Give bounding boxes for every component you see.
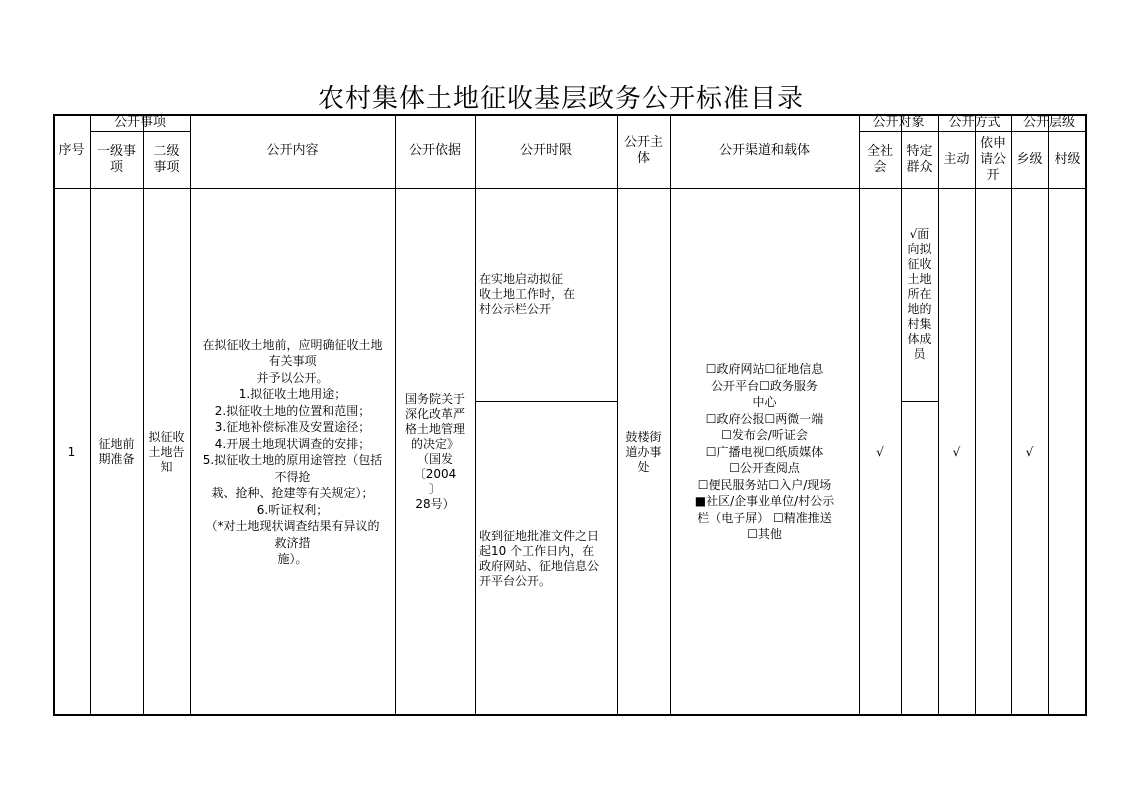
header-channel: 公开渠道和载体 [718,143,810,158]
row-basis: 国务院关于 深化改革严 格土地管理 的决定》 （国发 〔2004 〕 28号） [404,392,465,511]
header-level1: 一级事 项 [96,143,136,175]
row-level1: 征地前 期准备 [98,437,135,466]
row-level2: 拟征收 土地告 知 [148,429,185,474]
header-subject: 公开主 体 [623,135,663,166]
row-subject: 鼓楼街 道办事 处 [625,429,662,474]
row-specific-group: √面 向拟 征收 土地 所在 地的 村集 体成 员 [907,227,932,361]
page-title: 农村集体土地征收基层政务公开标准目录 [317,84,804,114]
header-level2: 二级 事项 [153,143,180,175]
row-channel: ☐政府网站☐征地信息 公开平台☐政务服务 中心 ☐政府公报☐两微一端 ☐发布会/听证会 ☐广播电视☐纸质媒体 ☐公开查阅点 ☐便民服务站☐入户/现场 ■社区/企事业单位/村公示 栏（电子屏） ☐精准推送 ☐其他 [694,362,835,542]
header-whole-society: 全社 会 [866,143,893,175]
header-basis: 公开依据 [408,143,461,158]
header-content: 公开内容 [266,143,319,158]
row-active: √ [952,444,961,459]
header-level: 公开层级 [1022,114,1075,130]
header-township: 乡级 [1016,151,1043,167]
row-content: 在拟征收土地前，应明确征收土地 有关事项 并予以公开。 1.拟征收土地用途； 2.拟征收土地的位置和范围； 3.征地补偿标准及安置途径； 4.开展土地现状调查的安排； 5.拟征收土地的原用途管控（包括 不得抢 栽、抢种、抢建等有关规定）； 6.听证权利； （*对土地现状调查结果有异议的 救济措 施）。 [202,337,383,566]
header-on-request: 依申 请公 开 [979,135,1006,183]
header-seq: 序号 [58,143,85,158]
header-audience: 公开对象 [872,114,925,130]
row-time-limit-2: 收到征地批准文件之日 起10 个工作日内，在 政府网站、征地信息公 开平台公开。 [479,528,600,588]
header-village: 村级 [1054,151,1081,167]
header-specific-group: 特定 群众 [906,143,933,175]
header-active: 主动 [943,151,970,167]
catalog-table [53,114,1087,716]
row-time-limit-1: 在实地启动拟征 收土地工作时，在 村公示栏公开 [479,272,576,316]
row-seq: 1 [67,444,76,459]
header-open-items: 公开事项 [113,114,166,130]
row-whole-society: √ [876,444,884,459]
row-township: √ [1025,444,1034,459]
header-method: 公开方式 [948,114,1001,130]
header-time-limit: 公开时限 [519,143,572,158]
